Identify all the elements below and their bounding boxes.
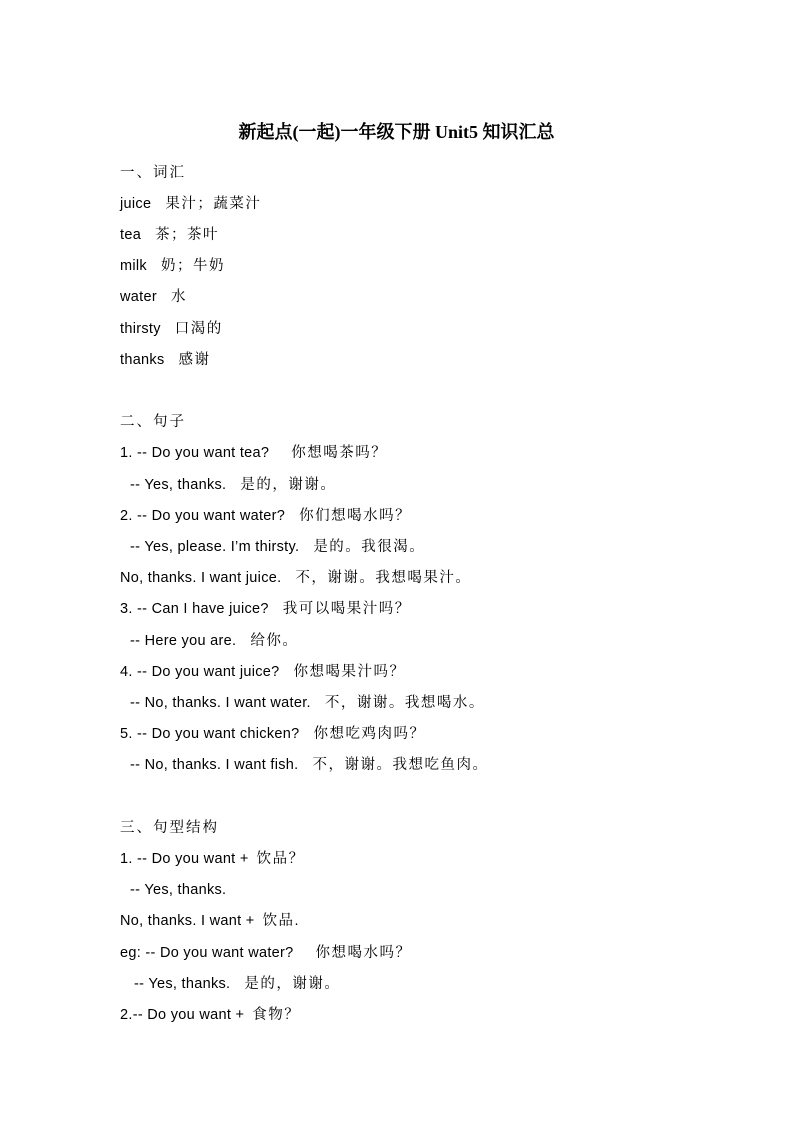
sentence-chinese: 给你。	[250, 633, 299, 649]
vocab-chinese: 水	[170, 289, 187, 305]
sentence-english: -- Yes, thanks.	[130, 477, 227, 493]
vocab-english: milk	[120, 258, 147, 274]
pattern-english: No, thanks. I want +	[120, 913, 255, 929]
sentence-chinese: 你们想喝水吗？	[299, 508, 412, 524]
sentence-english: 1. -- Do you want tea?	[120, 445, 270, 461]
sentence-line	[130, 474, 336, 496]
sentence-english: 3. -- Can I have juice?	[120, 601, 269, 617]
pattern-chinese: 食物？	[252, 1007, 301, 1023]
vocab-english: water	[120, 289, 157, 305]
vocab-item	[120, 349, 211, 371]
section-heading-vocabulary: 一、词汇	[120, 165, 186, 181]
sentence-english: -- No, thanks. I want water.	[130, 695, 311, 711]
vocab-chinese: 奶；牛奶	[160, 258, 225, 274]
sentence-line	[130, 692, 485, 714]
sentence-chinese: 不，谢谢。我想喝果汁。	[295, 570, 472, 586]
vocab-chinese: 果汁；蔬菜汁	[165, 196, 262, 212]
sentence-chinese: 是的，谢谢。	[240, 477, 337, 493]
vocab-english: tea	[120, 227, 142, 243]
vocab-chinese: 口渴的	[174, 321, 223, 337]
pattern-line	[120, 848, 305, 870]
sentence-english: -- No, thanks. I want fish.	[130, 757, 299, 773]
pattern-chinese: 是的，谢谢。	[244, 976, 341, 992]
pattern-english: -- Yes, thanks.	[130, 882, 227, 898]
pattern-line	[120, 942, 412, 964]
sentence-chinese: 你想吃鸡肉吗？	[313, 726, 426, 742]
sentence-chinese: 是的。我很渴。	[313, 539, 426, 555]
pattern-english: -- Yes, thanks.	[134, 976, 231, 992]
sentence-english: -- Yes, please. I’m thirsty.	[130, 539, 300, 555]
vocab-item	[120, 318, 223, 340]
vocab-item	[120, 193, 261, 215]
pattern-chinese: 饮品.	[262, 913, 301, 929]
pattern-line	[134, 973, 340, 995]
sentence-line	[130, 536, 425, 558]
vocab-english: thirsty	[120, 321, 161, 337]
pattern-english: eg: -- Do you want water?	[120, 945, 294, 961]
sentence-line	[130, 754, 488, 776]
pattern-chinese: 饮品？	[256, 851, 305, 867]
pattern-chinese: 你想喝水吗？	[315, 945, 412, 961]
sentence-chinese: 我可以喝果汁吗？	[282, 601, 411, 617]
sentence-line	[130, 630, 298, 652]
sentence-line	[120, 567, 471, 589]
section-heading-sentences: 二、句子	[120, 414, 186, 430]
sentence-line	[120, 723, 425, 745]
sentence-line	[120, 442, 387, 464]
pattern-line	[120, 910, 300, 932]
vocab-item	[120, 286, 187, 308]
sentence-chinese: 你想喝茶吗？	[291, 445, 388, 461]
vocab-chinese: 茶；茶叶	[155, 227, 220, 243]
section-heading-patterns: 三、句型结构	[120, 820, 219, 836]
vocab-english: juice	[120, 196, 152, 212]
pattern-english: 1. -- Do you want +	[120, 851, 249, 867]
vocab-chinese: 感谢	[178, 352, 211, 368]
sentence-line	[120, 505, 411, 527]
sentence-chinese: 不，谢谢。我想喝水。	[324, 695, 485, 711]
vocab-english: thanks	[120, 352, 165, 368]
pattern-line	[120, 1004, 300, 1026]
sentence-english: No, thanks. I want juice.	[120, 570, 282, 586]
vocab-item	[120, 255, 225, 277]
pattern-english: 2.-- Do you want +	[120, 1007, 245, 1023]
sentence-english: 5. -- Do you want chicken?	[120, 726, 300, 742]
pattern-line	[130, 879, 226, 901]
page-title: 新起点(一起)一年级下册 Unit5 知识汇总	[238, 122, 555, 142]
sentence-line	[120, 598, 411, 620]
sentence-english: 2. -- Do you want water?	[120, 508, 286, 524]
sentence-chinese: 你想喝果汁吗？	[293, 664, 406, 680]
vocab-item	[120, 224, 219, 246]
sentence-chinese: 不，谢谢。我想吃鱼肉。	[312, 757, 489, 773]
sentence-english: -- Here you are.	[130, 633, 237, 649]
sentence-line	[120, 661, 406, 683]
sentence-english: 4. -- Do you want juice?	[120, 664, 280, 680]
